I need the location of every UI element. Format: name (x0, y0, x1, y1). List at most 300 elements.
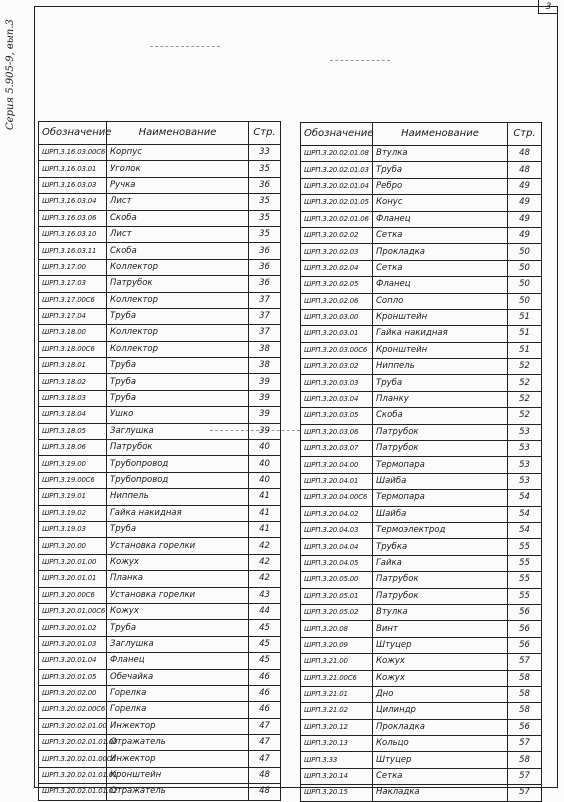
row-designation: ШРП.3.18.02 (39, 374, 107, 390)
row-page: 53 (508, 424, 542, 440)
row-page: 37 (249, 292, 281, 308)
row-designation: ШРП.3.20.03.05 (301, 408, 373, 424)
header-name: Наименование (373, 123, 508, 146)
table-row (39, 292, 281, 308)
row-name: Горелка (107, 685, 249, 701)
row-designation: ШРП.3.20.02.01.05 (301, 195, 373, 211)
table-row (39, 210, 281, 226)
row-page: 37 (249, 308, 281, 324)
row-page: 49 (508, 227, 542, 243)
table-row (39, 718, 281, 734)
row-name: Термоэлектрод (373, 522, 508, 538)
row-page: 47 (249, 751, 281, 767)
table-row (39, 145, 281, 161)
row-designation: ШРП.3.20.03.07 (301, 441, 373, 457)
row-name: Труба (373, 162, 508, 178)
row-designation: ШРП.3.20.02.01.00С6 (39, 751, 107, 767)
row-page: 52 (508, 408, 542, 424)
row-page: 38 (249, 358, 281, 374)
row-name: Винт (373, 621, 508, 637)
table-row (39, 505, 281, 521)
row-name: Гайка накидная (107, 505, 249, 521)
row-designation: ШРП.3.20.01.01 (39, 571, 107, 587)
row-name: Отражатель (107, 784, 249, 800)
row-name: Кожух (373, 670, 508, 686)
row-page: 56 (508, 719, 542, 735)
row-designation: ШРП.3.18.04 (39, 407, 107, 423)
row-name: Кожух (107, 554, 249, 570)
table-row (301, 260, 542, 276)
table-row (39, 587, 281, 603)
row-name: Фланец (373, 211, 508, 227)
table-row (301, 637, 542, 653)
row-page: 40 (249, 472, 281, 488)
row-page: 48 (508, 162, 542, 178)
table-row (39, 767, 281, 783)
row-page: 35 (249, 194, 281, 210)
row-designation: ШРП.3.21.02 (301, 703, 373, 719)
row-page: 35 (249, 226, 281, 242)
table-row (301, 621, 542, 637)
row-page: 57 (508, 736, 542, 752)
row-designation: ШРП.3.20.04.02 (301, 506, 373, 522)
row-designation: ШРП.3.20.04.04 (301, 539, 373, 555)
row-designation: ШРП.3.20.04.03 (301, 522, 373, 538)
row-designation: ШРП.3.20.02.01.04 (301, 178, 373, 194)
row-page: 50 (508, 293, 542, 309)
table-row (301, 195, 542, 211)
row-page: 44 (249, 603, 281, 619)
row-designation: ШРП.3.20.01.00С6 (39, 603, 107, 619)
row-name: Труба (373, 375, 508, 391)
row-designation: ШРП.3.20.02.04 (301, 260, 373, 276)
row-page: 53 (508, 441, 542, 457)
table-row (39, 735, 281, 751)
row-page: 58 (508, 752, 542, 768)
row-designation: ШРП.3.18.01 (39, 358, 107, 374)
row-name: Скоба (373, 408, 508, 424)
row-name: Кронштейн (373, 309, 508, 325)
table-row (301, 309, 542, 325)
row-designation: ШРП.3.19.00 (39, 456, 107, 472)
row-name: Труба (107, 374, 249, 390)
row-page: 40 (249, 456, 281, 472)
table-row (301, 342, 542, 358)
table-row (301, 359, 542, 375)
table-row (39, 554, 281, 570)
row-designation: ШРП.3.21.00С6 (301, 670, 373, 686)
row-designation: ШРП.3.16.03.11 (39, 243, 107, 259)
table-row (301, 719, 542, 735)
table-row (301, 473, 542, 489)
row-designation: ШРП.3.16.03.00С6 (39, 145, 107, 161)
row-name: Труба (107, 390, 249, 406)
row-designation: ШРП.3.20.03.06 (301, 424, 373, 440)
row-designation: ШРП.3.20.02.01.06 (301, 211, 373, 227)
table-row (301, 522, 542, 538)
row-name: Втулка (373, 146, 508, 162)
row-page: 51 (508, 309, 542, 325)
row-page: 47 (249, 718, 281, 734)
row-designation: ШРП.3.19.00С6 (39, 472, 107, 488)
row-designation: ШРП.3.20.02.01.01.02 (39, 784, 107, 800)
row-name: Труба (107, 620, 249, 636)
row-designation: ШРП.3.20.02.00 (39, 685, 107, 701)
table-row (301, 604, 542, 620)
row-page: 33 (249, 145, 281, 161)
table-row (301, 211, 542, 227)
table-row (39, 341, 281, 357)
table-row (39, 325, 281, 341)
table-row (301, 441, 542, 457)
row-name: Установка горелки (107, 538, 249, 554)
row-designation: ШРП.3.20.02.05 (301, 277, 373, 293)
row-name: Инжектор (107, 751, 249, 767)
row-designation: ШРП.3.16.03.10 (39, 226, 107, 242)
table-row (301, 752, 542, 768)
row-designation: ШРП.3.21.01 (301, 686, 373, 702)
row-name: Лист (107, 194, 249, 210)
row-page: 53 (508, 473, 542, 489)
table-row (301, 408, 542, 424)
table-row (301, 178, 542, 194)
row-page: 56 (508, 637, 542, 653)
table-row (301, 539, 542, 555)
row-designation: ШРП.3.20.09 (301, 637, 373, 653)
row-designation: ШРП.3.18.03 (39, 390, 107, 406)
row-designation: ШРП.3.20.01.02 (39, 620, 107, 636)
row-page: 58 (508, 670, 542, 686)
table-row (39, 685, 281, 701)
row-designation: ШРП.3.18.05 (39, 423, 107, 439)
row-designation: ШРП.3.20.03.04 (301, 391, 373, 407)
table-row (39, 259, 281, 275)
row-name: Ручка (107, 177, 249, 193)
row-page: 52 (508, 391, 542, 407)
table-row (39, 423, 281, 439)
row-name: Патрубок (107, 440, 249, 456)
row-name: Ребро (373, 178, 508, 194)
spec-table-right (300, 122, 542, 802)
row-designation: ШРП.3.17.04 (39, 308, 107, 324)
row-name: Горелка (107, 702, 249, 718)
row-name: Штуцер (373, 752, 508, 768)
row-page: 43 (249, 587, 281, 603)
row-name: Сетка (373, 768, 508, 784)
table-row (301, 227, 542, 243)
row-designation: ШРП.3.17.00 (39, 259, 107, 275)
row-designation: ШРП.3.20.02.01.08 (301, 146, 373, 162)
table-row (39, 784, 281, 800)
row-name: Патрубок (373, 441, 508, 457)
row-name: Штуцер (373, 637, 508, 653)
table-row (39, 521, 281, 537)
row-designation: ШРП.3.20.13 (301, 736, 373, 752)
table-row (301, 424, 542, 440)
row-page: 50 (508, 260, 542, 276)
table-row (39, 571, 281, 587)
row-name: Втулка (373, 604, 508, 620)
row-name: Планка (107, 571, 249, 587)
row-name: Сопло (373, 293, 508, 309)
page-number: 3 (538, 0, 558, 14)
row-designation: ШРП.3.20.15 (301, 785, 373, 801)
row-page: 40 (249, 440, 281, 456)
row-page: 55 (508, 572, 542, 588)
table-row (301, 654, 542, 670)
header-page: Стр. (249, 122, 281, 145)
row-page: 36 (249, 259, 281, 275)
row-page: 36 (249, 243, 281, 259)
row-designation: ШРП.3.16.03.01 (39, 161, 107, 177)
row-designation: ШРП.3.20.02.00С6 (39, 702, 107, 718)
row-name: Заглушка (107, 423, 249, 439)
row-name: Цилиндр (373, 703, 508, 719)
row-name: Трубопровод (107, 456, 249, 472)
row-name: Сетка (373, 227, 508, 243)
row-designation: ШРП.3.20.02.02 (301, 227, 373, 243)
table-row (39, 489, 281, 505)
scan-mark (150, 46, 220, 47)
row-page: 52 (508, 375, 542, 391)
row-page: 57 (508, 654, 542, 670)
row-name: Кожух (373, 654, 508, 670)
table-row (301, 457, 542, 473)
row-designation: ШРП.3.20.03.00С6 (301, 342, 373, 358)
row-designation: ШРП.3.20.02.06 (301, 293, 373, 309)
table-row (39, 177, 281, 193)
table-row (39, 161, 281, 177)
row-page: 49 (508, 195, 542, 211)
row-name: Кожух (107, 603, 249, 619)
table-row (39, 636, 281, 652)
table-row (301, 244, 542, 260)
row-name: Обечайка (107, 669, 249, 685)
scan-mark (330, 60, 390, 61)
table-row (39, 194, 281, 210)
header-designation: Обозначение (39, 122, 107, 145)
row-name: Установка горелки (107, 587, 249, 603)
row-designation: ШРП.3.19.02 (39, 505, 107, 521)
row-designation: ШРП.3.20.08 (301, 621, 373, 637)
row-page: 58 (508, 686, 542, 702)
table-row (301, 293, 542, 309)
row-page: 54 (508, 522, 542, 538)
row-page: 35 (249, 161, 281, 177)
table-row (301, 555, 542, 571)
row-designation: ШРП.3.20.14 (301, 768, 373, 784)
row-page: 35 (249, 210, 281, 226)
row-name: Ниппель (107, 489, 249, 505)
row-page: 49 (508, 178, 542, 194)
row-name: Уголок (107, 161, 249, 177)
row-designation: ШРП.3.20.05.01 (301, 588, 373, 604)
table-row (301, 588, 542, 604)
row-page: 58 (508, 703, 542, 719)
row-designation: ШРП.3.20.01.00 (39, 554, 107, 570)
row-designation: ШРП.3.20.01.03 (39, 636, 107, 652)
table-row (301, 146, 542, 162)
table-row (301, 490, 542, 506)
row-designation: ШРП.3.20.03.03 (301, 375, 373, 391)
row-designation: ШРП.3.20.02.01.00 (39, 718, 107, 734)
row-page: 39 (249, 423, 281, 439)
row-page: 37 (249, 325, 281, 341)
row-name: Кольцо (373, 736, 508, 752)
table-row (39, 603, 281, 619)
row-page: 46 (249, 669, 281, 685)
table-row (39, 374, 281, 390)
table-row (301, 768, 542, 784)
row-name: Труба (107, 308, 249, 324)
table-row (301, 686, 542, 702)
row-page: 51 (508, 342, 542, 358)
table-row (39, 653, 281, 669)
row-designation: ШРП.3.20.00 (39, 538, 107, 554)
row-designation: ШРП.3.16.03.03 (39, 177, 107, 193)
row-page: 45 (249, 653, 281, 669)
table-row (301, 506, 542, 522)
row-name: Накладка (373, 785, 508, 801)
table-row (39, 472, 281, 488)
row-name: Инжектор (107, 718, 249, 734)
series-note: Серия 5.905-9, вып.3 (5, 19, 16, 130)
row-page: 36 (249, 177, 281, 193)
row-name: Термопара (373, 490, 508, 506)
row-name: Ниппель (373, 359, 508, 375)
row-page: 54 (508, 490, 542, 506)
row-page: 56 (508, 621, 542, 637)
row-name: Ушко (107, 407, 249, 423)
row-designation: ШРП.3.21.00 (301, 654, 373, 670)
row-name: Скоба (107, 243, 249, 259)
row-name: Патрубок (373, 424, 508, 440)
table-row (39, 538, 281, 554)
row-name: Заглушка (107, 636, 249, 652)
row-designation: ШРП.3.20.01.04 (39, 653, 107, 669)
row-name: Кронштейн (373, 342, 508, 358)
row-name: Отражатель (107, 735, 249, 751)
row-page: 47 (249, 735, 281, 751)
row-name: Труба (107, 521, 249, 537)
table-row (301, 670, 542, 686)
table-row (39, 226, 281, 242)
row-designation: ШРП.3.16.03.06 (39, 210, 107, 226)
row-page: 45 (249, 620, 281, 636)
table-row (301, 277, 542, 293)
row-page: 38 (249, 341, 281, 357)
table-row (301, 785, 542, 801)
table-row (301, 736, 542, 752)
table-row (301, 572, 542, 588)
row-page: 55 (508, 588, 542, 604)
table-row (301, 326, 542, 342)
row-designation: ШРП.3.17.03 (39, 276, 107, 292)
header-page: Стр. (508, 123, 542, 146)
row-name: Сетка (373, 260, 508, 276)
row-designation: ШРП.3.20.04.01 (301, 473, 373, 489)
row-page: 42 (249, 554, 281, 570)
row-page: 54 (508, 506, 542, 522)
table-row (39, 358, 281, 374)
row-designation: ШРП.3.17.00С6 (39, 292, 107, 308)
table-row (39, 620, 281, 636)
row-designation: ШРП.3.18.06 (39, 440, 107, 456)
table-row (39, 390, 281, 406)
row-designation: ШРП.3.20.04.05 (301, 555, 373, 571)
row-designation: ШРП.3.20.03.00 (301, 309, 373, 325)
row-name: Шайба (373, 473, 508, 489)
row-page: 57 (508, 768, 542, 784)
table-row (39, 669, 281, 685)
row-name: Трубка (373, 539, 508, 555)
row-page: 50 (508, 277, 542, 293)
row-name: Труба (107, 358, 249, 374)
row-name: Коллектор (107, 292, 249, 308)
row-page: 41 (249, 521, 281, 537)
row-page: 52 (508, 359, 542, 375)
row-designation: ШРП.3.20.02.01.01.00 (39, 735, 107, 751)
row-designation: ШРП.3.20.00С6 (39, 587, 107, 603)
row-page: 48 (249, 767, 281, 783)
row-name: Термопара (373, 457, 508, 473)
table-row (301, 703, 542, 719)
row-page: 55 (508, 539, 542, 555)
row-name: Конус (373, 195, 508, 211)
row-page: 48 (508, 146, 542, 162)
row-name: Гайка (373, 555, 508, 571)
row-page: 41 (249, 505, 281, 521)
row-page: 36 (249, 276, 281, 292)
row-page: 46 (249, 702, 281, 718)
row-name: Корпус (107, 145, 249, 161)
row-name: Лист (107, 226, 249, 242)
row-designation: ШРП.3.20.04.00С6 (301, 490, 373, 506)
row-page: 51 (508, 326, 542, 342)
table-row (301, 162, 542, 178)
table-row (39, 751, 281, 767)
row-page: 41 (249, 489, 281, 505)
row-designation: ШРП.3.16.03.04 (39, 194, 107, 210)
row-designation: ШРП.3.33 (301, 752, 373, 768)
row-name: Коллектор (107, 341, 249, 357)
row-name: Фланец (107, 653, 249, 669)
table-row (39, 243, 281, 259)
row-name: Фланец (373, 277, 508, 293)
row-name: Патрубок (107, 276, 249, 292)
table-row (39, 276, 281, 292)
row-page: 49 (508, 211, 542, 227)
row-designation: ШРП.3.19.03 (39, 521, 107, 537)
table-row (301, 391, 542, 407)
row-name: Трубопровод (107, 472, 249, 488)
row-page: 57 (508, 785, 542, 801)
row-designation: ШРП.3.20.03.01 (301, 326, 373, 342)
row-name: Шайба (373, 506, 508, 522)
row-designation: ШРП.3.20.01.05 (39, 669, 107, 685)
row-designation: ШРП.3.20.02.01.03 (301, 162, 373, 178)
row-name: Кронштейн (107, 767, 249, 783)
row-page: 39 (249, 374, 281, 390)
row-name: Коллектор (107, 325, 249, 341)
row-page: 50 (508, 244, 542, 260)
row-page: 46 (249, 685, 281, 701)
row-name: Коллектор (107, 259, 249, 275)
row-name: Прокладка (373, 244, 508, 260)
row-designation: ШРП.3.20.04.00 (301, 457, 373, 473)
table-row (39, 308, 281, 324)
header-name: Наименование (107, 122, 249, 145)
